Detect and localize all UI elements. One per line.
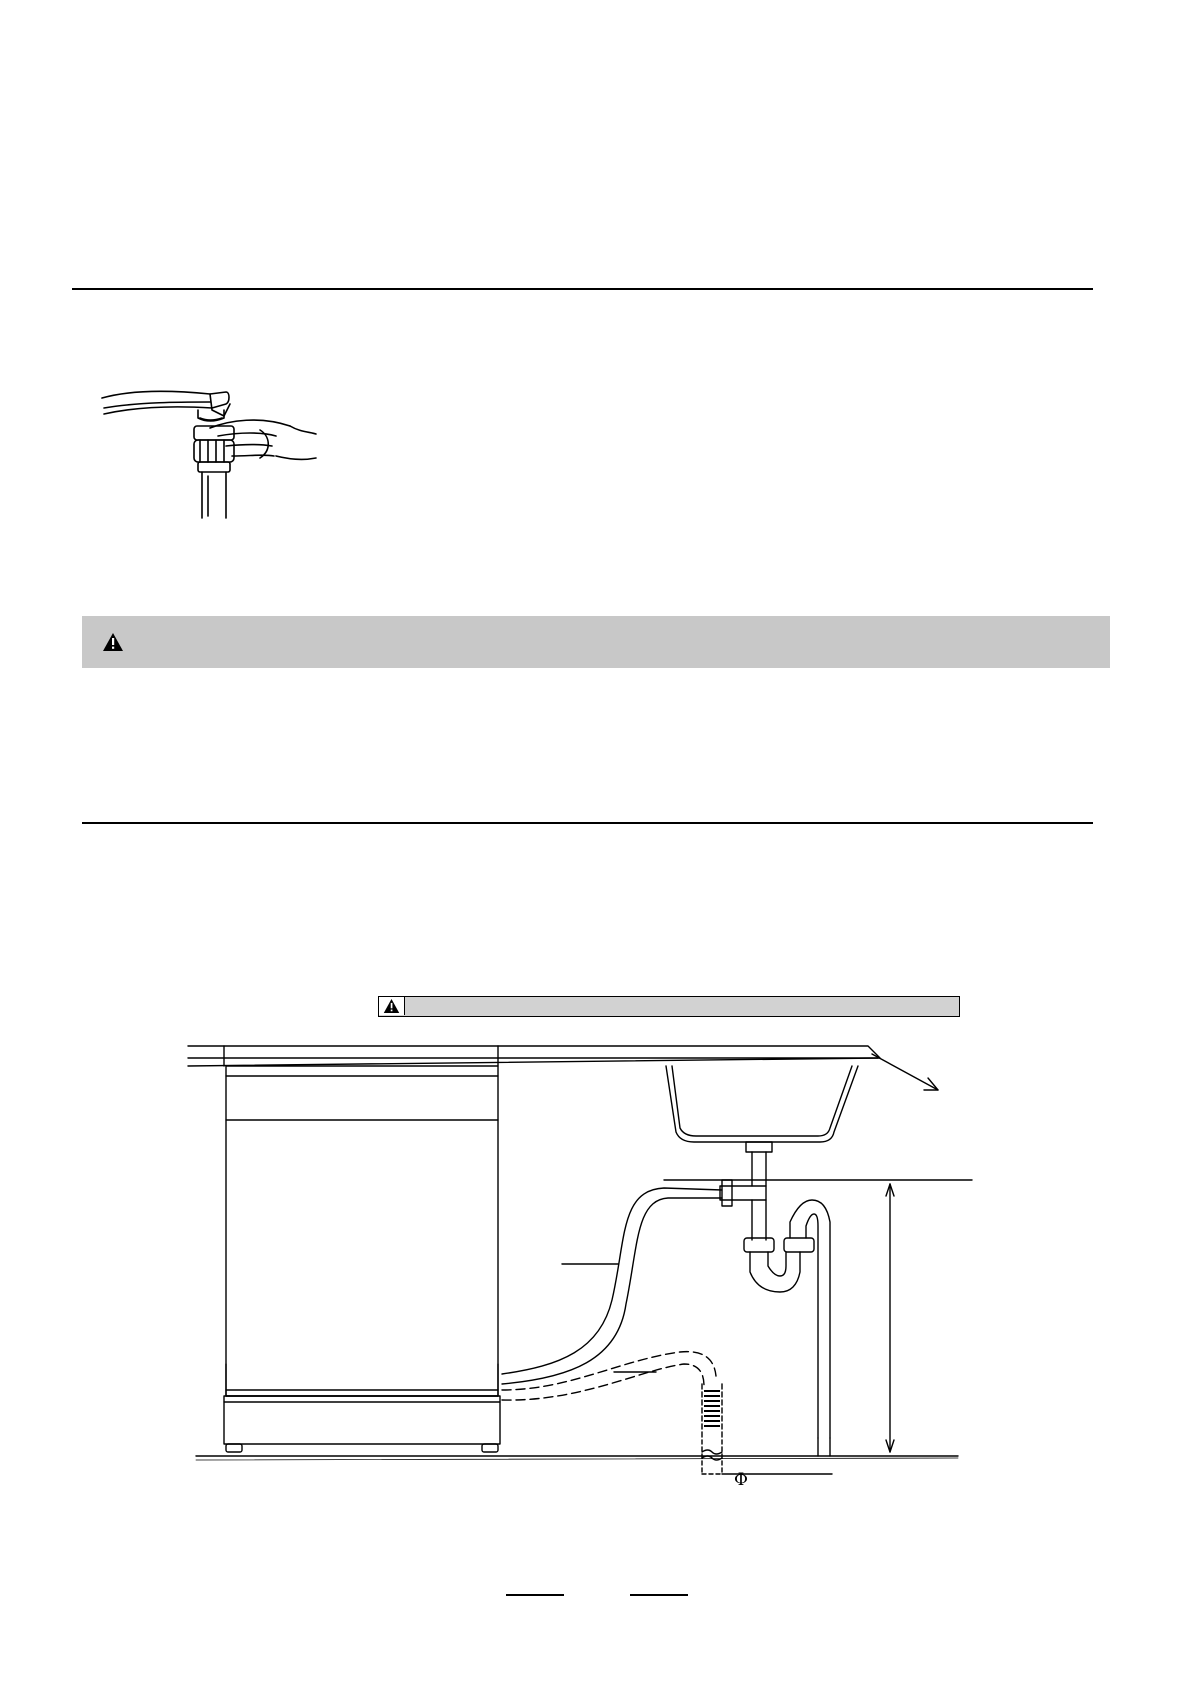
diameter-symbol: Φ [734,1470,748,1490]
blank-line-right [630,1594,688,1596]
blank-line-left [506,1594,564,1596]
